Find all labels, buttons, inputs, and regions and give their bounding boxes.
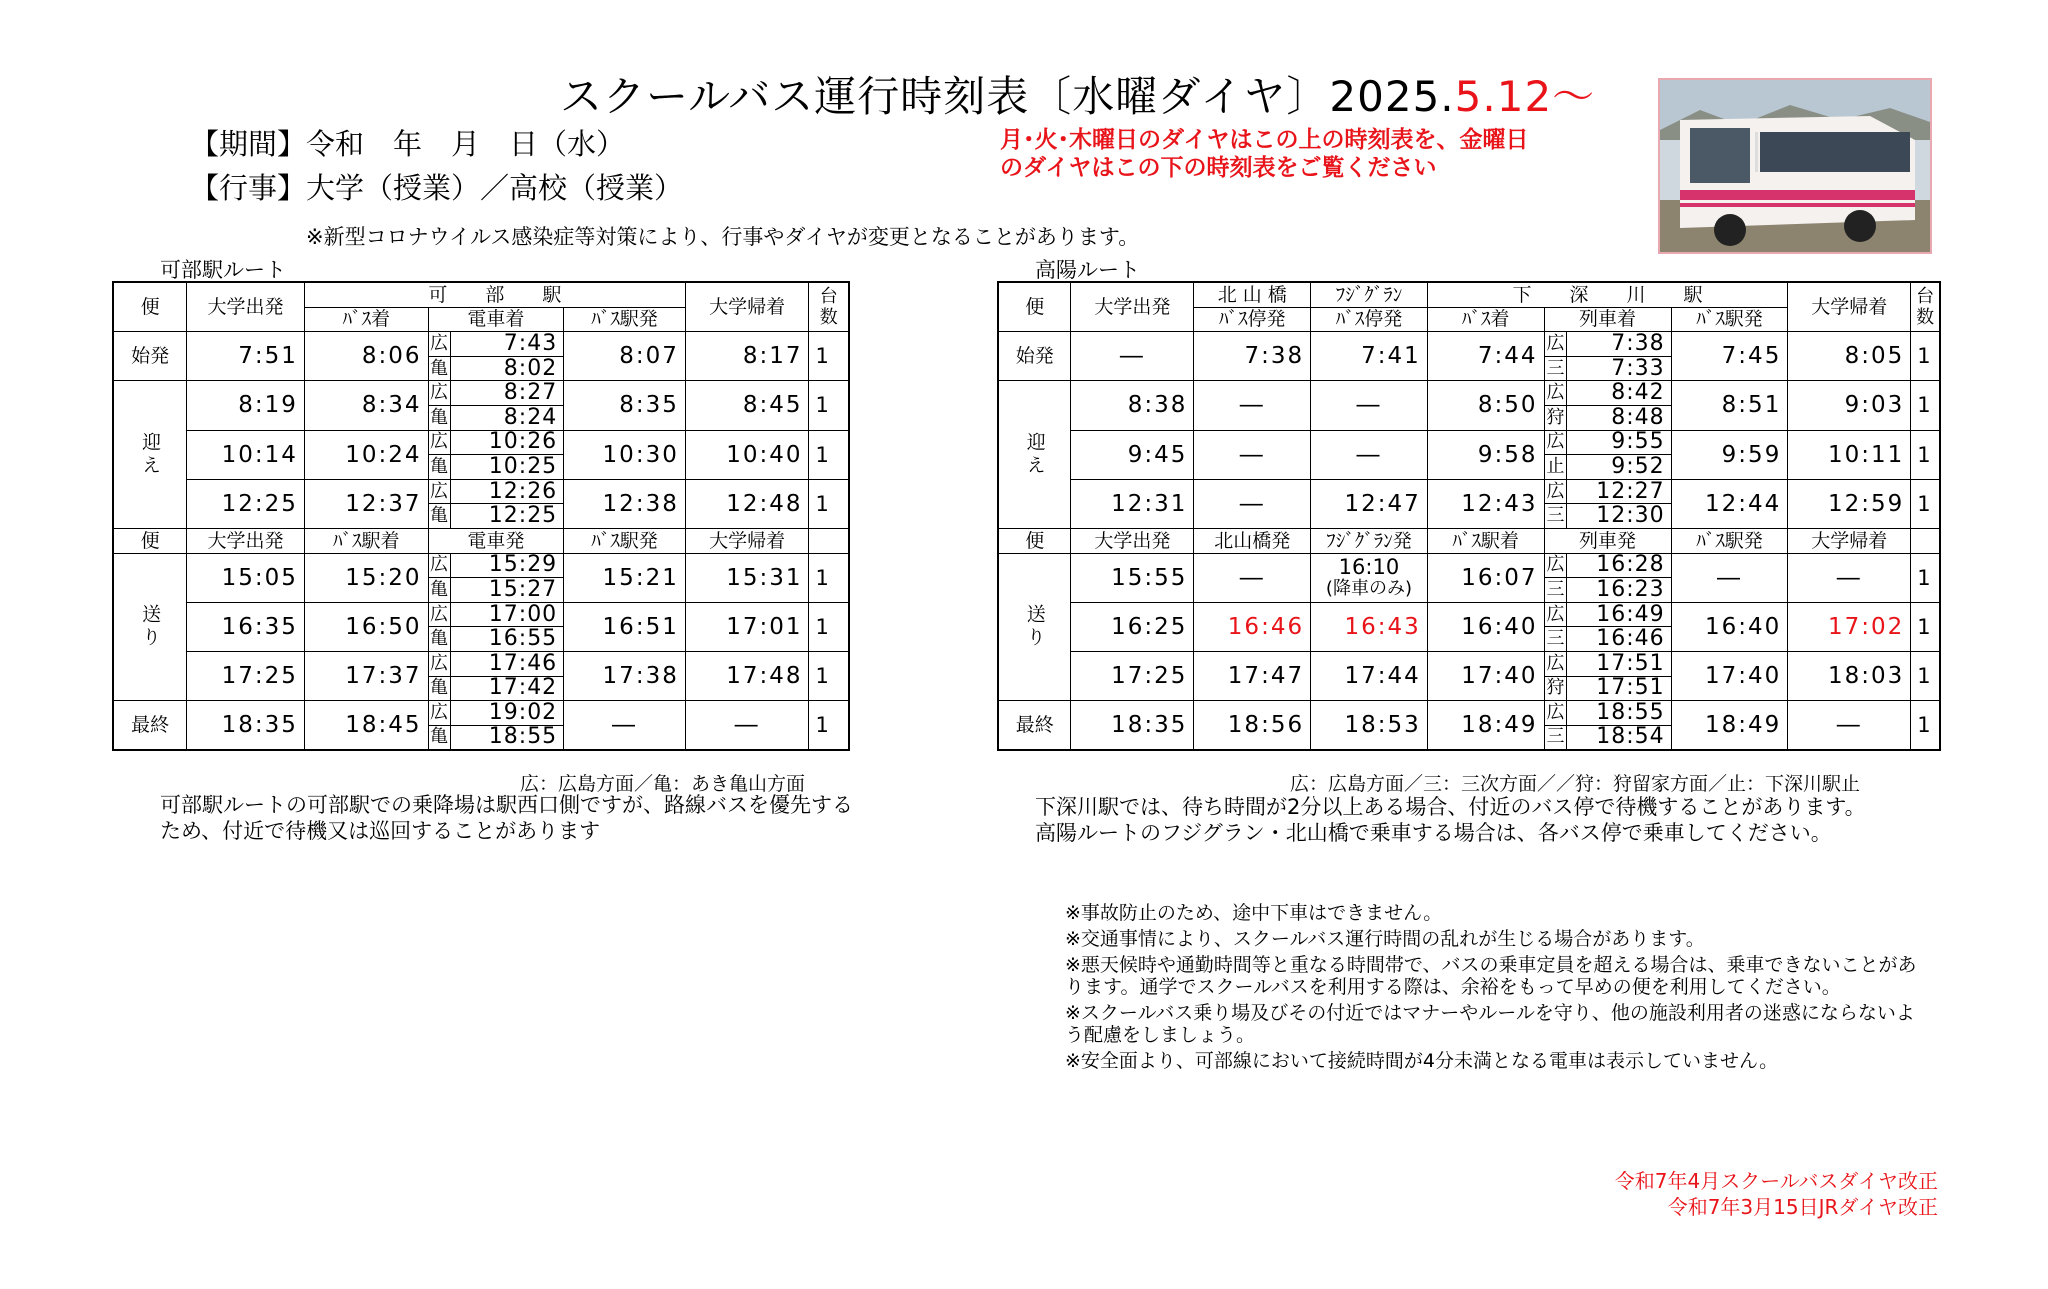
univ-departure-time: 8:38 (1071, 381, 1194, 430)
train-direction: 広 (1544, 701, 1567, 726)
train-time: 9:52 (1567, 455, 1671, 480)
table-row (998, 381, 1940, 406)
train-direction: 亀 (428, 356, 450, 381)
train-time: 18:55 (1567, 701, 1671, 726)
bus-departure-time: 17:38 (564, 651, 686, 700)
bus-departure-time: ― (1671, 553, 1788, 602)
fujigran-time: ― (1311, 381, 1428, 430)
bus-departure-time: 8:35 (564, 381, 686, 430)
bus-departure-time: ― (564, 701, 686, 751)
train-time: 8:48 (1567, 405, 1671, 430)
univ-departure-time: 18:35 (187, 701, 305, 751)
table-row (113, 602, 849, 627)
r-header2-train-dep: 列車発 (1544, 528, 1671, 553)
train-time: 8:42 (1567, 381, 1671, 406)
train-direction: 三 (1544, 627, 1567, 652)
header-station: 可 部 駅 (304, 282, 685, 307)
kitayamabashi-time: 7:38 (1194, 332, 1311, 381)
train-time: 7:33 (1567, 356, 1671, 381)
univ-departure-time: 16:25 (1071, 602, 1194, 651)
r-header-count: 台数 (1911, 282, 1940, 332)
kabe-route-title: 可部駅ルート (160, 258, 286, 282)
group-label: 始発 (998, 332, 1071, 381)
bus-count: 1 (809, 553, 849, 602)
train-direction: 三 (1544, 504, 1567, 529)
fujigran-time: ― (1311, 430, 1428, 479)
bus-departure-time: 12:44 (1671, 479, 1788, 528)
train-direction: 三 (1544, 725, 1567, 750)
train-direction: 三 (1544, 356, 1567, 381)
train-time: 16:49 (1567, 602, 1671, 627)
koyo-legend: 広：広島方面／三：三次方面／／狩：狩留家方面／止：下深川駅止 (1290, 773, 1861, 795)
univ-return-time: 18:03 (1788, 651, 1911, 700)
bus-count: 1 (809, 602, 849, 651)
note-item: ※交通事情により、スクールバス運行時間の乱れが生じる場合があります。 (1065, 928, 1705, 950)
train-direction: 広 (1544, 602, 1567, 627)
koyo-route-table (997, 281, 1941, 751)
bus-departure-time: 7:45 (1671, 332, 1788, 381)
univ-return-time: 9:03 (1788, 381, 1911, 430)
kitayamabashi-time: 17:47 (1194, 651, 1311, 700)
train-time: 7:43 (450, 332, 564, 357)
train-direction: 広 (1544, 651, 1567, 676)
header2-bin: 便 (113, 528, 187, 553)
note-item: ※悪天候時や通勤時間等と重なる時間帯で、バスの乗車定員を超える場合は、乗車できないことがあります。通学でスクールバスを利用する際は、余裕をもって早めの便を利用してください。 (1065, 954, 1917, 998)
bus-departure-time: 16:51 (564, 602, 686, 651)
kabe-route-table (112, 281, 850, 751)
bus-departure-time: 8:51 (1671, 381, 1788, 430)
bus-count: 1 (809, 701, 849, 751)
train-direction: 狩 (1544, 405, 1567, 430)
bus-count: 1 (809, 381, 849, 430)
bus-arrival-time: 17:40 (1427, 651, 1544, 700)
train-time: 9:55 (1567, 430, 1671, 455)
r-header-fuji2: ﾊﾞｽ停発 (1311, 307, 1428, 332)
r-header-univ-dep: 大学出発 (1071, 282, 1194, 332)
univ-return-time: 10:40 (685, 430, 809, 479)
header2-train-dep: 電車発 (428, 528, 564, 553)
r-header-bus-dep: ﾊﾞｽ駅発 (1671, 307, 1788, 332)
table-row (998, 602, 1940, 627)
univ-departure-time: 18:35 (1071, 701, 1194, 751)
header2-count-blank (809, 528, 849, 553)
table-row (998, 701, 1940, 726)
bus-count: 1 (809, 479, 849, 528)
train-time: 15:29 (450, 553, 564, 578)
table-row (998, 651, 1940, 676)
bus-arrival-time: 16:07 (1427, 553, 1544, 602)
train-direction: 広 (428, 332, 450, 357)
univ-return-time: 17:48 (685, 651, 809, 700)
r-header2-bus-dep: ﾊﾞｽ駅発 (1671, 528, 1788, 553)
revision-line: 令和7年4月スクールバスダイヤ改正 (1614, 1169, 1938, 1193)
train-time: 12:25 (450, 504, 564, 529)
train-direction: 亀 (428, 578, 450, 603)
bus-arrival-time: 8:34 (304, 381, 428, 430)
univ-return-time: 8:17 (685, 332, 809, 381)
group-label: 迎え (113, 381, 187, 529)
bus-arrival-time: 16:40 (1427, 602, 1544, 651)
koyo-footnote-2: 高陽ルートのフジグラン・北山橋で乗車する場合は、各バス停で乗車してください。 (1035, 821, 1832, 845)
train-time: 16:23 (1567, 578, 1671, 603)
header-bin: 便 (113, 282, 187, 332)
train-direction: 広 (428, 479, 450, 504)
train-time: 8:27 (450, 381, 564, 406)
train-direction: 亀 (428, 455, 450, 480)
fujigran-time: 12:47 (1311, 479, 1428, 528)
table-row (113, 651, 849, 676)
kabe-legend: 広：広島方面／亀：あき亀山方面 (520, 773, 806, 795)
train-direction: 広 (428, 381, 450, 406)
univ-return-time: 17:02 (1788, 602, 1911, 651)
train-direction: 亀 (428, 725, 450, 750)
univ-departure-time: 15:05 (187, 553, 305, 602)
train-time: 17:00 (450, 602, 564, 627)
fujigran-time: 18:53 (1311, 701, 1428, 751)
bus-arrival-time: 7:44 (1427, 332, 1544, 381)
bus-arrival-time: 8:50 (1427, 381, 1544, 430)
fujigran-time-value: 16:10 (1338, 554, 1400, 579)
train-time: 7:38 (1567, 332, 1671, 357)
bus-count: 1 (1911, 479, 1940, 528)
fujigran-time (1311, 553, 1428, 602)
bus-photo (1658, 78, 1932, 254)
bus-arrival-time: 12:43 (1427, 479, 1544, 528)
fujigran-time: 16:43 (1311, 602, 1428, 651)
bus-arrival-time: 9:58 (1427, 430, 1544, 479)
bus-departure-time: 9:59 (1671, 430, 1788, 479)
r-header-station: 下 深 川 駅 (1427, 282, 1788, 307)
table-row (113, 701, 849, 726)
train-time: 15:27 (450, 578, 564, 603)
table-row (998, 479, 1940, 504)
train-time: 8:24 (450, 405, 564, 430)
note-item: ※安全面より、可部線において接続時間が4分未満となる電車は表示していません。 (1065, 1050, 1779, 1072)
bus-arrival-time: 16:50 (304, 602, 428, 651)
group-label: 送り (998, 553, 1071, 701)
table-row (113, 332, 849, 357)
train-direction: 広 (1544, 430, 1567, 455)
train-direction: 広 (1544, 381, 1567, 406)
header2-univ-ret: 大学帰着 (685, 528, 809, 553)
table-row (998, 430, 1940, 455)
train-time: 8:02 (450, 356, 564, 381)
r-header2-fuji: ﾌｼﾞｸﾞﾗﾝ発 (1311, 528, 1428, 553)
univ-departure-time: ― (1071, 332, 1194, 381)
train-time: 12:27 (1567, 479, 1671, 504)
group-label: 始発 (113, 332, 187, 381)
kitayamabashi-time: ― (1194, 381, 1311, 430)
header-bus-arr: ﾊﾞｽ着 (304, 307, 428, 332)
bus-departure-time: 12:38 (564, 479, 686, 528)
train-time: 10:25 (450, 455, 564, 480)
univ-return-time: 10:11 (1788, 430, 1911, 479)
note-item: ※スクールバス乗り場及びその付近ではマナーやルールを守り、他の施設利用者の迷惑にならないよう配慮をしましょう。 (1065, 1002, 1915, 1046)
header-bus-dep: ﾊﾞｽ駅発 (564, 307, 686, 332)
revision-line: 令和7年3月15日JRダイヤ改正 (1667, 1195, 1938, 1219)
train-time: 19:02 (450, 701, 564, 726)
bus-count: 1 (1911, 430, 1940, 479)
train-time: 17:46 (450, 651, 564, 676)
train-time: 18:54 (1567, 725, 1671, 750)
train-time: 17:42 (450, 676, 564, 701)
header-train-arr: 電車着 (428, 307, 564, 332)
train-time: 17:51 (1567, 651, 1671, 676)
univ-departure-time: 7:51 (187, 332, 305, 381)
period-label: 【期間】令和 年 月 日（水） (190, 127, 626, 161)
group-label: 送り (113, 553, 187, 701)
r-header-kita1: 北 山 橋 (1194, 282, 1311, 307)
univ-return-time: 8:05 (1788, 332, 1911, 381)
bus-arrival-time: 15:20 (304, 553, 428, 602)
bus-departure-time: 15:21 (564, 553, 686, 602)
univ-return-time: 12:48 (685, 479, 809, 528)
r-header-fuji1: ﾌｼﾞｸﾞﾗﾝ (1311, 282, 1428, 307)
header2-bus-arr: ﾊﾞｽ駅着 (304, 528, 428, 553)
r-header-univ-ret: 大学帰着 (1788, 282, 1911, 332)
train-direction: 亀 (428, 627, 450, 652)
univ-departure-time: 17:25 (187, 651, 305, 700)
header2-univ-dep: 大学出発 (187, 528, 305, 553)
train-direction: 広 (428, 602, 450, 627)
r-header2-bus-arr: ﾊﾞｽ駅着 (1427, 528, 1544, 553)
group-label: 迎え (998, 381, 1071, 529)
table-row (998, 553, 1940, 578)
bus-count: 1 (1911, 651, 1940, 700)
univ-return-time: 8:45 (685, 381, 809, 430)
event-label: 【行事】大学（授業）／高校（授業） (190, 171, 684, 205)
univ-departure-time: 10:14 (187, 430, 305, 479)
train-direction: 広 (428, 553, 450, 578)
univ-return-time: 15:31 (685, 553, 809, 602)
bus-arrival-time: 10:24 (304, 430, 428, 479)
page-title: スクールバス運行時刻表〔水曜ダイヤ〕2025.5.12～ (560, 72, 1596, 121)
r-header2-count-blank (1911, 528, 1940, 553)
kitayamabashi-time: 16:46 (1194, 602, 1311, 651)
revision-notes (1615, 1168, 1938, 1220)
r-header2-bin: 便 (998, 528, 1071, 553)
header-univ-dep: 大学出発 (187, 282, 305, 332)
r-header2-univ-ret: 大学帰着 (1788, 528, 1911, 553)
train-direction: 三 (1544, 578, 1567, 603)
train-direction: 広 (428, 701, 450, 726)
bus-departure-time: 8:07 (564, 332, 686, 381)
r-header2-kita: 北山橋発 (1194, 528, 1311, 553)
univ-return-time: ― (685, 701, 809, 751)
table-row (113, 430, 849, 455)
univ-departure-time: 12:25 (187, 479, 305, 528)
train-direction: 広 (428, 651, 450, 676)
train-direction: 止 (1544, 455, 1567, 480)
bus-count: 1 (1911, 553, 1940, 602)
bus-arrival-time: 18:49 (1427, 701, 1544, 751)
bus-count: 1 (809, 430, 849, 479)
train-time: 18:55 (450, 725, 564, 750)
bus-count: 1 (1911, 602, 1940, 651)
covid-note: ※新型コロナウイルス感染症等対策により、行事やダイヤが変更となることがあります。 (306, 225, 1140, 249)
univ-departure-time: 15:55 (1071, 553, 1194, 602)
train-time: 12:26 (450, 479, 564, 504)
train-time: 12:30 (1567, 504, 1671, 529)
kitayamabashi-time: ― (1194, 553, 1311, 602)
r-header-bus-arr: ﾊﾞｽ着 (1427, 307, 1544, 332)
r-header-bin: 便 (998, 282, 1071, 332)
group-label: 最終 (113, 701, 187, 751)
table-row (113, 479, 849, 504)
train-time: 16:46 (1567, 627, 1671, 652)
univ-departure-time: 8:19 (187, 381, 305, 430)
bus-departure-time: 16:40 (1671, 602, 1788, 651)
train-direction: 狩 (1544, 676, 1567, 701)
kitayamabashi-time: ― (1194, 479, 1311, 528)
univ-departure-time: 16:35 (187, 602, 305, 651)
bus-count: 1 (1911, 381, 1940, 430)
header2-bus-dep: ﾊﾞｽ駅発 (564, 528, 686, 553)
kitayamabashi-time: 18:56 (1194, 701, 1311, 751)
header-count: 台数 (809, 282, 849, 332)
r-header-train-arr: 列車着 (1544, 307, 1671, 332)
bus-departure-time: 18:49 (1671, 701, 1788, 751)
bus-count: 1 (1911, 332, 1940, 381)
univ-return-time: 17:01 (685, 602, 809, 651)
train-time: 16:55 (450, 627, 564, 652)
kitayamabashi-time: ― (1194, 430, 1311, 479)
fujigran-time: 7:41 (1311, 332, 1428, 381)
train-direction: 亀 (428, 504, 450, 529)
train-time: 17:51 (1567, 676, 1671, 701)
table-row (998, 332, 1940, 357)
univ-return-time: ― (1788, 701, 1911, 751)
train-direction: 広 (1544, 479, 1567, 504)
bus-arrival-time: 18:45 (304, 701, 428, 751)
train-direction: 広 (428, 430, 450, 455)
univ-departure-time: 12:31 (1071, 479, 1194, 528)
koyo-footnote-1: 下深川駅では、待ち時間が2分以上ある場合、付近のバス停で待機することがあります。 (1035, 795, 1866, 819)
kabe-footnote: 可部駅ルートの可部駅での乗降場は駅西口側ですが、路線バスを優先するため、付近で待機又は巡回することがあります (160, 793, 853, 843)
univ-return-time: ― (1788, 553, 1911, 602)
r-header-kita2: ﾊﾞｽ停発 (1194, 307, 1311, 332)
bus-departure-time: 17:40 (1671, 651, 1788, 700)
table-row (113, 381, 849, 406)
schedule-notice: 月･火･木曜日のダイヤはこの上の時刻表を、金曜日のダイヤはこの下の時刻表をご覧ください (1000, 127, 1529, 181)
train-direction: 亀 (428, 676, 450, 701)
train-time: 10:26 (450, 430, 564, 455)
train-direction: 広 (1544, 332, 1567, 357)
univ-return-time: 12:59 (1788, 479, 1911, 528)
bus-departure-time: 10:30 (564, 430, 686, 479)
fujigran-time: 17:44 (1311, 651, 1428, 700)
train-direction: 亀 (428, 405, 450, 430)
bus-arrival-time: 8:06 (304, 332, 428, 381)
note-item: ※事故防止のため、途中下車はできません。 (1065, 902, 1443, 924)
koyo-route-title: 高陽ルート (1035, 258, 1140, 282)
bus-count: 1 (809, 651, 849, 700)
train-time: 16:28 (1567, 553, 1671, 578)
fujigran-note: (降車のみ) (1325, 577, 1412, 599)
bus-count: 1 (1911, 701, 1940, 751)
univ-departure-time: 9:45 (1071, 430, 1194, 479)
univ-departure-time: 17:25 (1071, 651, 1194, 700)
bus-arrival-time: 17:37 (304, 651, 428, 700)
group-label: 最終 (998, 701, 1071, 751)
table-row (113, 553, 849, 578)
r-header2-univ-dep: 大学出発 (1071, 528, 1194, 553)
bus-count: 1 (809, 332, 849, 381)
bus-arrival-time: 12:37 (304, 479, 428, 528)
train-direction: 広 (1544, 553, 1567, 578)
notes-list (1065, 902, 1925, 1076)
header-univ-ret: 大学帰着 (685, 282, 809, 332)
